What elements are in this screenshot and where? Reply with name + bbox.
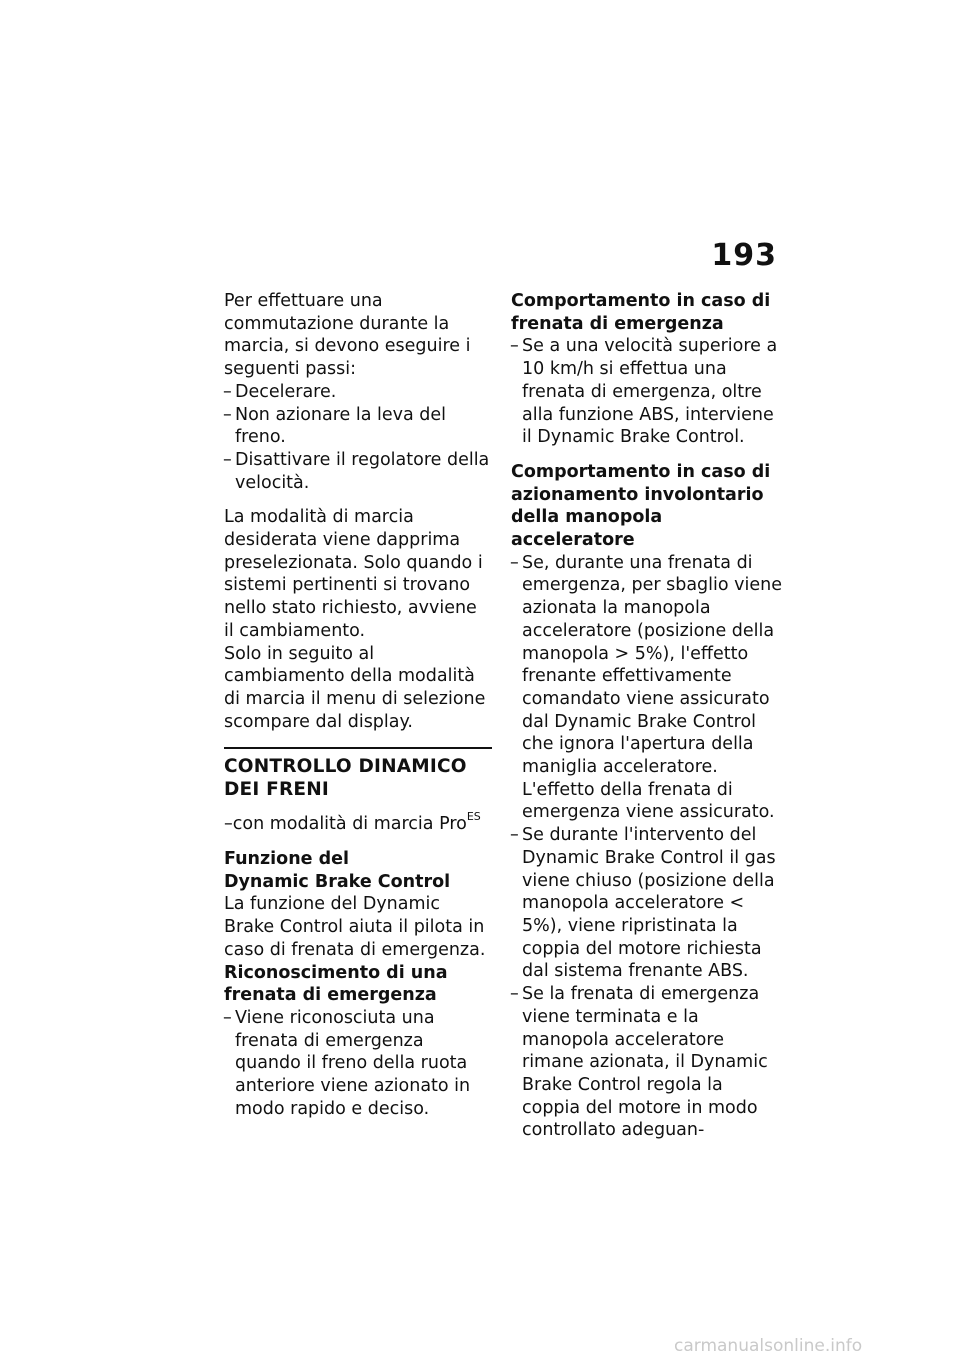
emergency-behaviour-heading: Comportamento in caso di frenata di emergenza	[511, 291, 771, 334]
list-item: – Se a una velocità superiore a 10 km/h si effettua una frenata di emergenza, oltre alla funzione ABS, interviene il Dynamic Brake Control.	[511, 335, 783, 449]
mode-note: –con modalità di marcia Pro$^{ES}$	[224, 810, 481, 835]
left-column	[224, 290, 492, 1121]
display-paragraph: Solo in seguito al cambiamento della modalità di marcia il menu di selezione scompare dal display.	[224, 643, 486, 732]
recognition-list	[224, 1007, 492, 1121]
list-item: – Se durante l'intervento del Dynamic Brake Control il gas viene chiuso (posizione della manopola acceleratore < 5%), viene ripristinata la coppia del motore richiesta dal sistema frenante ABS.	[511, 824, 783, 983]
page-number: 193	[711, 238, 777, 273]
preselection-paragraph: La modalità di marcia desiderata viene dapprima preselezionata. Solo quando i sistemi pertinenti si trovano nello stato richiesto, avviene il cambiamento.	[224, 507, 483, 641]
emergency-behaviour-list	[511, 335, 783, 449]
list-item: – Non azionare la leva del freno.	[224, 404, 492, 449]
function-heading-line2: Dynamic Brake Control	[224, 871, 451, 892]
mode-superscript: ES	[466, 810, 481, 824]
list-item: – Disattivare il regolatore della velocità.	[224, 449, 492, 494]
list-item: – Se la frenata di emergenza viene terminata e la manopola acceleratore rimane azionata, il Dynamic Brake Control regola la coppia del motore in modo controllato adeguan-	[511, 983, 783, 1142]
section-divider	[224, 747, 492, 801]
right-column	[511, 290, 783, 1142]
footer-watermark: carmanualsonline.info	[674, 1336, 863, 1356]
section-title: CONTROLLO DINAMICO DEI FRENI	[224, 756, 467, 801]
list-item: – Decelerare.	[224, 381, 492, 404]
mode-note-text: con modalità di marcia Pro	[232, 814, 467, 835]
recognition-heading: Riconoscimento di una frenata di emergenza	[224, 962, 448, 1006]
throttle-behaviour-list	[511, 552, 783, 1142]
function-heading-line1: Funzione del	[224, 849, 350, 870]
function-text: La funzione del Dynamic Brake Control aiuta il pilota in caso di frenata di emergenza.	[224, 894, 486, 960]
list-item: – Viene riconosciuta una frenata di emergenza quando il freno della ruota anteriore viene azionato in modo rapido e deciso.	[224, 1007, 492, 1121]
steps-list	[224, 381, 492, 495]
function-heading	[224, 848, 492, 893]
throttle-behaviour-heading: Comportamento in caso di azionamento involontario della manopola acceleratore	[511, 461, 771, 551]
list-item: – Se, durante una frenata di emergenza, per sbaglio viene azionata la manopola acceleratore (posizione della manopola > 5%), l'effetto frenante effettivamente comandato viene assicurato dal Dynamic Brake Control che ignora l'apertura della maniglia acceleratore. L'effetto della frenata di emergenza viene assicurato.	[511, 552, 783, 824]
intro-paragraph: Per effettuare una commutazione durante la marcia, si devono eseguire i seguenti passi:	[224, 291, 471, 380]
